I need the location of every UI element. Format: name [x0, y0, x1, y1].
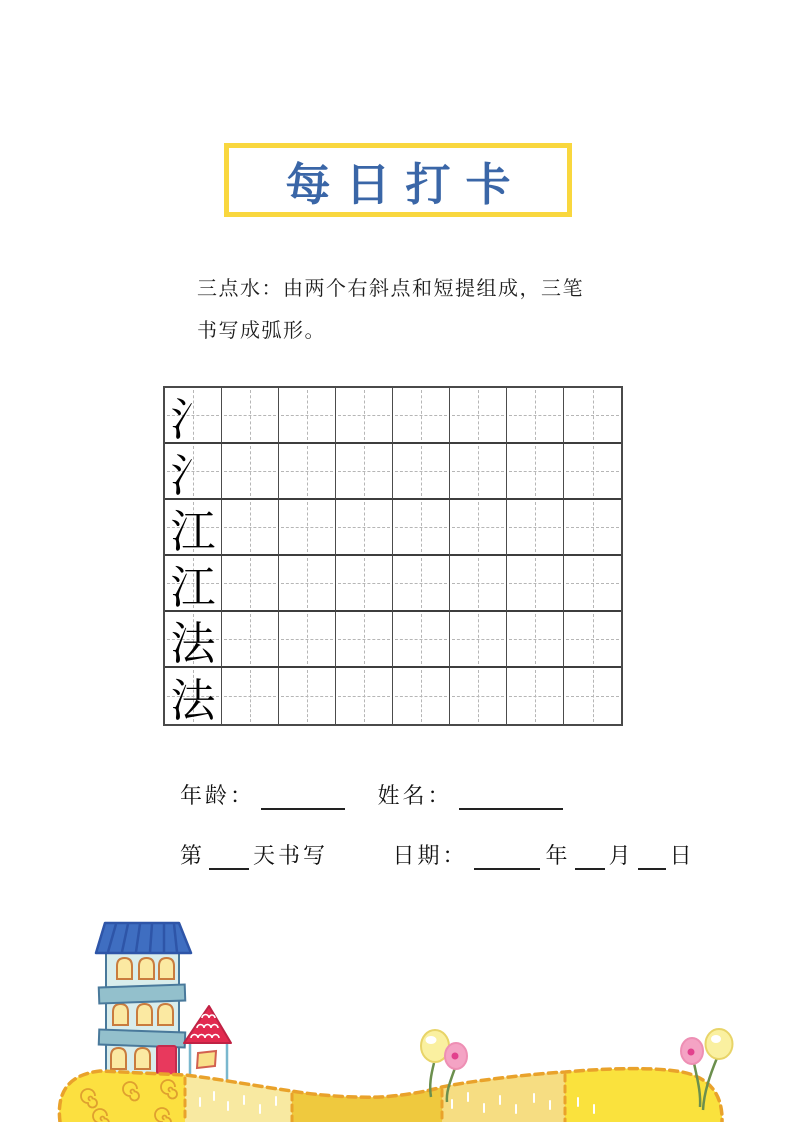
practice-cell-empty	[507, 556, 564, 612]
practice-cell-empty	[507, 612, 564, 668]
practice-cell-empty	[336, 388, 393, 444]
flower-highlight	[711, 1035, 721, 1043]
practice-cell-empty	[393, 444, 450, 500]
practice-cell-model: 氵	[165, 444, 222, 500]
practice-cell-model: 江	[165, 500, 222, 556]
practice-cell-empty	[336, 500, 393, 556]
practice-cell-empty	[564, 500, 621, 556]
practice-cell-empty	[564, 388, 621, 444]
age-name-line	[180, 779, 569, 810]
practice-cell-empty	[507, 388, 564, 444]
practice-cell-empty	[393, 612, 450, 668]
day-suffix-label: 天书写	[253, 843, 329, 868]
tower-band	[99, 1030, 185, 1048]
practice-cell-empty	[222, 444, 279, 500]
practice-cell-empty	[564, 668, 621, 724]
year-blank-field	[474, 845, 540, 870]
tower-band	[99, 985, 186, 1004]
footer-illustration	[0, 900, 793, 1122]
practice-cell-empty	[507, 444, 564, 500]
practice-cell-empty	[393, 668, 450, 724]
day-count-blank-field	[209, 845, 249, 870]
practice-cell-empty	[507, 500, 564, 556]
practice-cell-empty	[279, 444, 336, 500]
hill-patch-4	[442, 1072, 565, 1122]
flower-center-dot	[688, 1049, 695, 1056]
practice-cell-empty	[222, 668, 279, 724]
practice-cell-empty	[450, 500, 507, 556]
practice-cell-empty	[336, 444, 393, 500]
day-prefix-label: 第	[180, 843, 206, 868]
practice-cell-empty	[222, 556, 279, 612]
practice-cell-empty	[564, 444, 621, 500]
practice-cell-empty	[393, 388, 450, 444]
practice-cell-empty	[279, 500, 336, 556]
practice-cell-model: 法	[165, 668, 222, 724]
practice-cell-empty	[336, 668, 393, 724]
practice-cell-empty	[450, 556, 507, 612]
age-label: 年龄：	[180, 783, 256, 808]
practice-cell-empty	[279, 388, 336, 444]
practice-cell-model: 氵	[165, 388, 222, 444]
practice-cell-empty	[564, 556, 621, 612]
practice-cell-empty	[450, 668, 507, 724]
name-label: 姓名：	[377, 783, 453, 808]
practice-grid	[163, 386, 623, 726]
practice-cell-empty	[336, 612, 393, 668]
practice-cell-empty	[393, 556, 450, 612]
date-label: 日期：	[392, 843, 468, 868]
month-blank-field	[575, 845, 605, 870]
practice-cell-empty	[279, 556, 336, 612]
radical-description	[197, 268, 627, 352]
hills	[59, 1069, 722, 1122]
practice-cell-empty	[222, 500, 279, 556]
flower-highlight	[426, 1036, 437, 1044]
practice-cell-empty	[564, 612, 621, 668]
day-unit-label: 日	[669, 843, 695, 868]
practice-cell-empty	[450, 444, 507, 500]
daily-checkin-title-box	[224, 143, 572, 217]
practice-cell-empty	[336, 556, 393, 612]
practice-cell-empty	[507, 668, 564, 724]
day-date-line	[180, 839, 695, 870]
practice-cell-empty	[450, 612, 507, 668]
flower-center-dot	[452, 1053, 459, 1060]
date-day-blank-field	[638, 845, 666, 870]
practice-cell-empty	[222, 612, 279, 668]
page-title: 每日打卡	[285, 158, 526, 210]
practice-cell-model: 法	[165, 612, 222, 668]
practice-cell-empty	[279, 612, 336, 668]
small-house-window	[197, 1051, 216, 1068]
age-blank-field	[261, 785, 345, 810]
practice-cell-empty	[279, 668, 336, 724]
tower-house-illustration	[96, 923, 191, 1085]
description-line-1: 三点水：由两个右斜点和短提组成，三笔	[197, 278, 584, 300]
name-blank-field	[459, 785, 563, 810]
month-unit-label: 月	[608, 843, 634, 868]
yellow-flower-icon	[706, 1029, 733, 1059]
practice-cell-empty	[450, 388, 507, 444]
practice-cell-empty	[222, 388, 279, 444]
practice-cell-empty	[393, 500, 450, 556]
year-unit-label: 年	[545, 843, 571, 868]
hill-patch-1	[59, 1071, 185, 1122]
practice-cell-model: 江	[165, 556, 222, 612]
description-line-2: 书写成弧形。	[197, 320, 326, 342]
